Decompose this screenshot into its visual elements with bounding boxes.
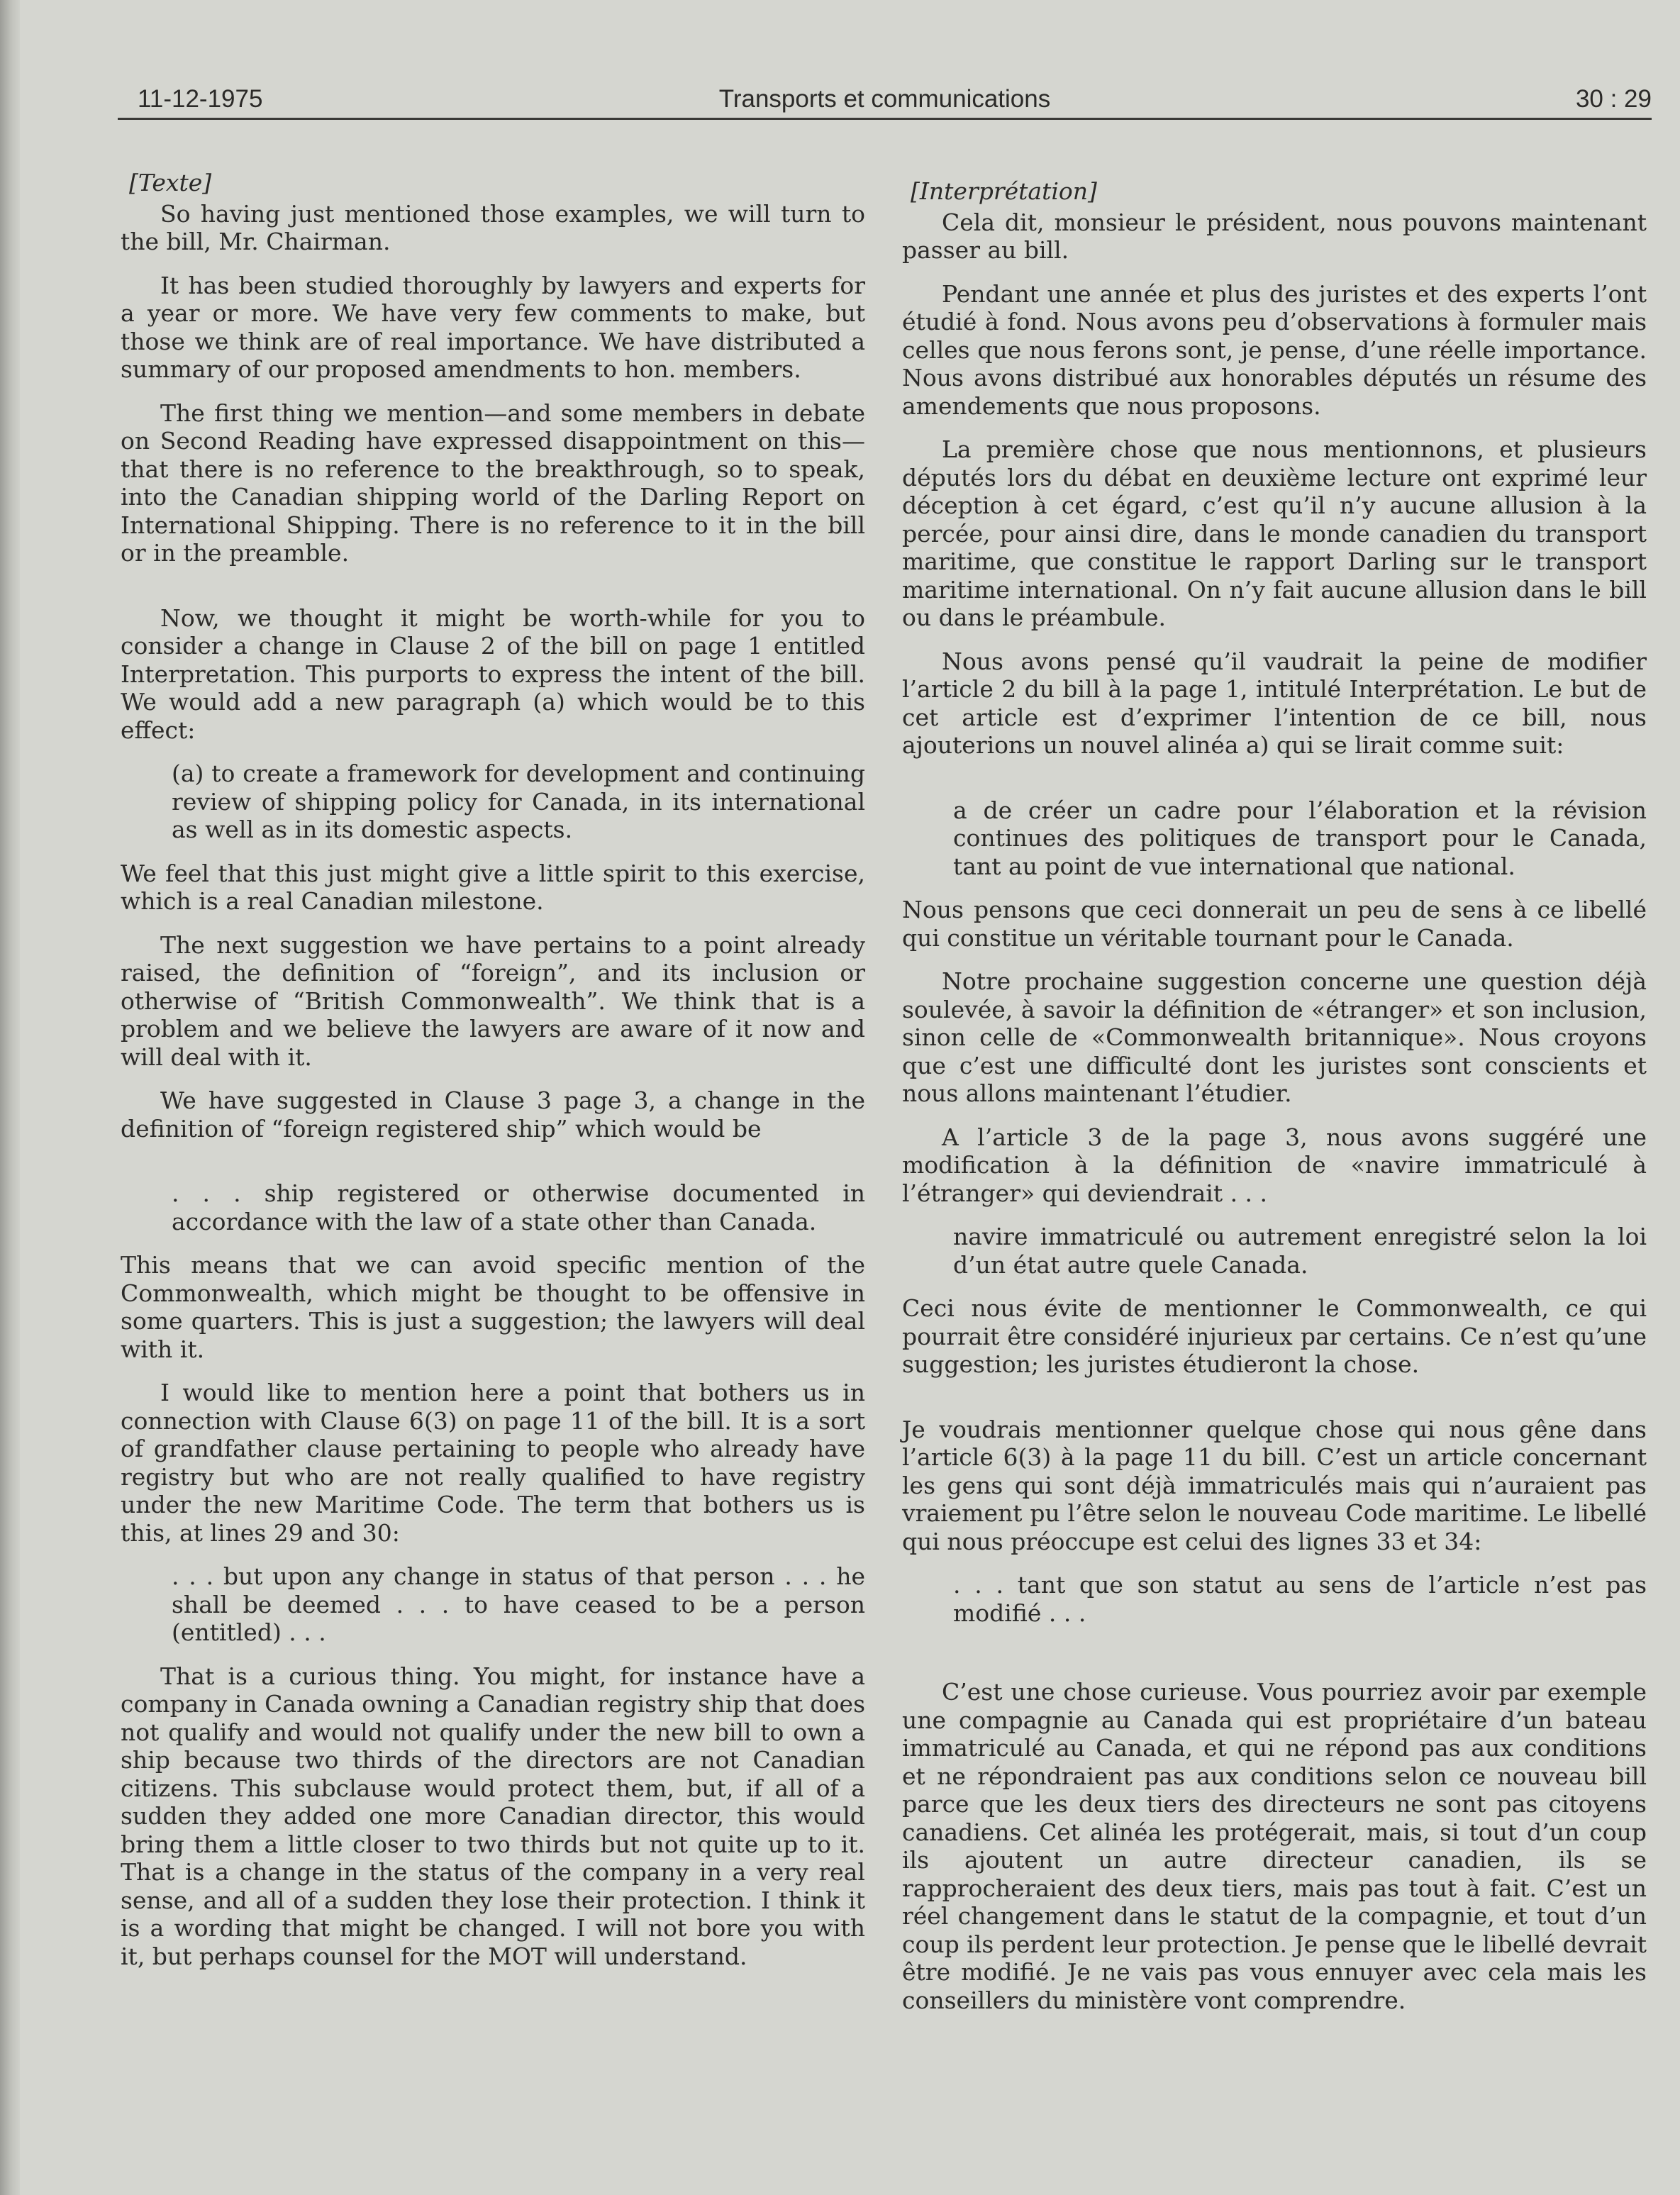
french-paragraph: Je voudrais mentionner quelque chose qui nous gêne dans l’article 6(3) à la page 11 du bill. C’est un article concernant les gens qui sont déjà immatriculés mais qui n’auraient pas vraiement pu l’être selon le nouveau Code maritime. Le libellé qui nous préoccupe est celui des lignes 33 et 34: [902, 1415, 1647, 1555]
english-tag: [Texte] [129, 169, 212, 196]
english-paragraph: Now, we thought it might be worth-while for you to consider a change in Clause 2 of the bill on page 1 entitled Interpretation. This purports to express the intent of the bill. We would add a new paragraph (a) which would be to this effect: [121, 604, 865, 744]
french-tag: [Interprétation] [911, 177, 1097, 205]
english-paragraph: We feel that this just might give a little spirit to this exercise, which is a real Canadian milestone. [121, 859, 865, 915]
english-quote: (a) to create a framework for development and continuing review of shipping policy for Canada, in its international as well as in its domestic aspects. [172, 760, 865, 843]
english-paragraph: It has been studied thoroughly by lawyers and experts for a year or more. We have very few comments to make, but those we think are of real importance. We have distributed a summary of our proposed amendments to hon. members. [121, 271, 865, 383]
header-title: Transports et communications [718, 85, 1051, 113]
french-paragraph: Cela dit, monsieur le président, nous pouvons maintenant passer au bill. [902, 208, 1647, 264]
header-page-number: 30 : 29 [1575, 85, 1652, 113]
french-paragraph: Nous pensons que ceci donnerait un peu de sens à ce libellé qui constitue un véritable tournant pour le Canada. [902, 896, 1647, 952]
english-paragraph: This means that we can avoid specific mention of the Commonwealth, which might be thought to be offensive in some quarters. This is just a suggestion; the lawyers will deal with it. [121, 1251, 865, 1363]
english-quote: . . . but upon any change in status of that person . . . he shall be deemed . . . to have ceased to be a person (entitled) . . . [172, 1562, 865, 1646]
header-date: 11-12-1975 [138, 85, 263, 113]
french-quote: navire immatriculé ou autrement enregistré selon la loi d’un état autre quele Canada. [953, 1223, 1647, 1279]
page-spine-shadow [0, 0, 20, 2195]
french-paragraph: A l’article 3 de la page 3, nous avons suggéré une modification à la définition de «navire immatriculé à l’étranger» qui deviendrait . . . [902, 1123, 1647, 1207]
french-quote: a de créer un cadre pour l’élaboration et la révision continues des politiques de transport pour le Canada, tant au point de vue international que national. [953, 796, 1647, 880]
french-quote: . . . tant que son statut au sens de l’article n’est pas modifié . . . [953, 1571, 1647, 1627]
french-paragraph: Nous avons pensé qu’il vaudrait la peine de modifier l’article 2 du bill à la page 1, intitulé Interprétation. Le but de cet article est d’exprimer l’intention de ce bill, nous ajouterions un nouvel alinéa a) qui se lirait comme suit: [902, 647, 1647, 759]
english-paragraph: I would like to mention here a point that bothers us in connection with Clause 6(3) on page 11 of the bill. It is a sort of grandfather clause pertaining to people who already have registry but who are not really qualified to have registry under the new Maritime Code. The term that bothers us is this, at lines 29 and 30: [121, 1379, 865, 1547]
french-paragraph: La première chose que nous mentionnons, et plusieurs députés lors du débat en deuxième lecture ont exprimé leur déception à cet égard, c’est qu’il n’y aucune allusion à la percée, pour ainsi dire, dans le monde canadien du transport maritime, que constitue le rapport Darling sur le transport maritime international. On n’y fait aucune allusion dans le bill ou dans le préambule. [902, 435, 1647, 631]
english-paragraph: So having just mentioned those examples, we will turn to the bill, Mr. Chairman. [121, 199, 865, 255]
english-paragraph: The next suggestion we have pertains to a point already raised, the definition of “foreign”, and its inclusion or otherwise of “British Commonwealth”. We think that is a problem and we believe the lawyers are aware of it now and will deal with it. [121, 930, 865, 1071]
french-paragraph: C’est une chose curieuse. Vous pourriez avoir par exemple une compagnie au Canada qui est propriétaire d’un bateau immatriculé au Canada, et qui ne répond pas aux conditions et ne répondraient pas aux conditions selon ce nouveau bill parce que les deux tiers des directeurs ne sont pas citoyens canadiens. Cet alinéa les protégerait, mais, si tout d’un coup ils ajoutent un autre directeur canadien, ils se rapprocheraient des deux tiers, mais pas tout à fait. C’est un réel changement dans le statut de la compagnie, et tout d’un coup ils perdent leur protection. Je pense que le libellé devrait être modifié. Je ne vais pas vous ennuyer avec cela mais les conseillers du ministère vont comprendre. [902, 1678, 1647, 2014]
page-header [118, 78, 1652, 120]
english-paragraph: We have suggested in Clause 3 page 3, a change in the definition of “foreign registered ship” which would be [121, 1087, 865, 1143]
french-paragraph: Notre prochaine suggestion concerne une question déjà soulevée, à savoir la définition de «étranger» et son inclusion, sinon celle de «Commonwealth britannique». Nous croyons que c’est une difficulté dont les juristes sont conscients et nous allons maintenant l’étudier. [902, 967, 1647, 1107]
french-column [902, 177, 1647, 2030]
french-paragraph: Pendant une année et plus des juristes et des experts l’ont étudié à fond. Nous avons peu d’observations à formuler mais celles que nous ferons sont, je pense, d’une réelle importance. Nous avons distribué aux honorables députés un résume des amendements que nous proposons. [902, 279, 1647, 420]
english-column [121, 169, 865, 1986]
english-paragraph: That is a curious thing. You might, for instance have a company in Canada owning a Canadian registry ship that does not qualify and would not qualify under the new bill to own a ship because two thirds of the directors are not Canadian citizens. This subclause would protect them, but, if all of a sudden they added one more Canadian director, this would bring them a little closer to two thirds but not quite up to it. That is a change in the status of the company in a very real sense, and all of a sudden they lose their protection. I think it is a wording that might be changed. I will not bore you with it, but perhaps counsel for the MOT will understand. [121, 1662, 866, 1970]
english-paragraph: The first thing we mention—and some members in debate on Second Reading have expressed disappointment on this—that there is no reference to the breakthrough, so to speak, into the Canadian shipping world of the Darling Report on International Shipping. There is no reference to it in the bill or in the preamble. [121, 399, 865, 567]
english-quote: . . . ship registered or otherwise documented in accordance with the law of a state other than Canada. [172, 1179, 865, 1235]
french-paragraph: Ceci nous évite de mentionner le Commonwealth, ce qui pourrait être considéré injurieux par certains. Ce n’est qu’une suggestion; les juristes étudieront la chose. [902, 1294, 1647, 1378]
